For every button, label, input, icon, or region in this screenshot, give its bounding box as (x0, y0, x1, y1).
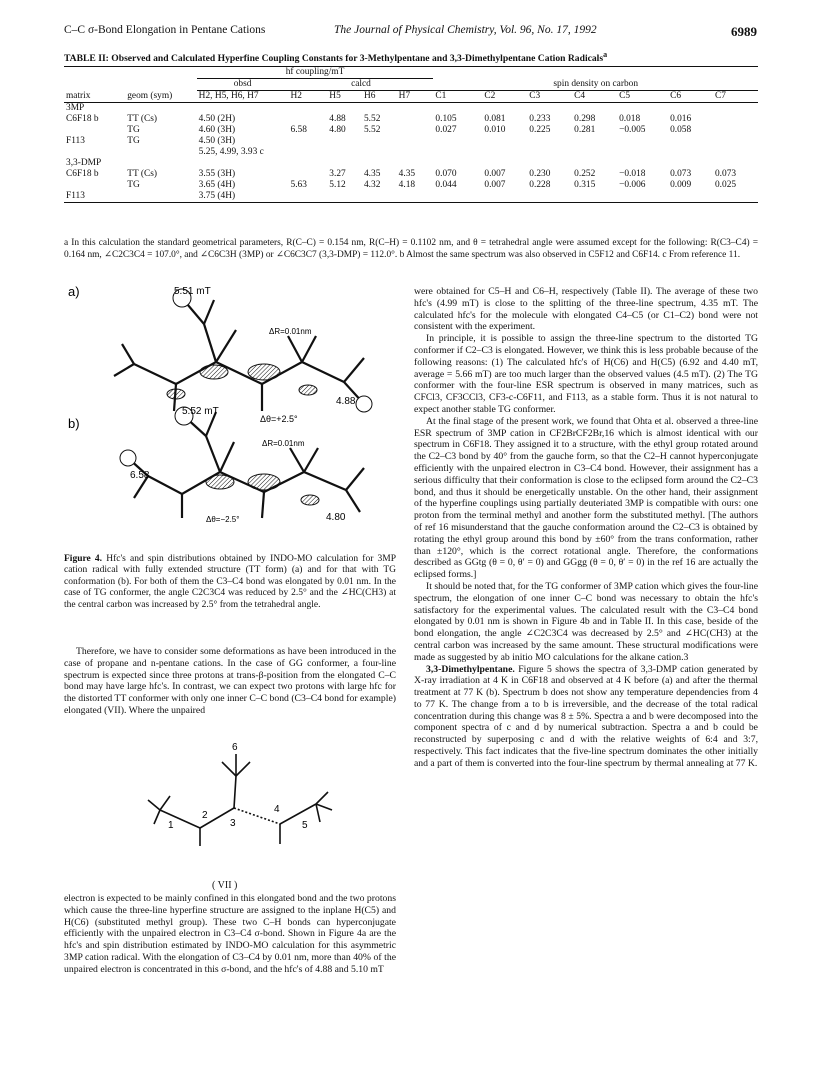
table-cell (362, 147, 397, 158)
table-cell: 3.65 (4H) (198, 180, 236, 190)
table-cell (289, 147, 328, 158)
table-cell (397, 136, 434, 147)
table-cell (617, 103, 668, 115)
table-cell: TG (127, 125, 140, 135)
table-cell: 0.058 (670, 125, 692, 135)
table-cell (433, 147, 482, 158)
table-cell: −0.018 (619, 169, 646, 179)
table-cell: 0.070 (435, 169, 457, 179)
header-left: C–C σ-Bond Elongation in Pentane Cations (64, 24, 266, 36)
table-cell: 0.010 (484, 125, 506, 135)
table-cell: 3.55 (3H) (198, 169, 236, 179)
table-cell: 5.25, 4.99, 3.93 c (198, 147, 264, 157)
table-cell (617, 158, 668, 169)
col-header: H2 (290, 91, 302, 101)
panel-a-label: a) (68, 286, 80, 299)
table-cell: 4.50 (3H) (198, 136, 236, 146)
table-cell (527, 103, 572, 115)
table-cell: 0.073 (714, 169, 737, 179)
table-cell (713, 147, 758, 158)
col-header: H5 (329, 91, 341, 101)
table-cell: TG (127, 136, 140, 146)
table-cell (289, 136, 328, 147)
table-cell (668, 158, 713, 169)
table-cell: C6F18 b (66, 169, 99, 179)
carbon-label: 5 (302, 820, 308, 831)
table-row (64, 125, 758, 136)
table-cell (197, 103, 289, 115)
page-number: 6989 (731, 24, 757, 39)
table-cell (713, 158, 758, 169)
right-column (414, 286, 758, 770)
carbon-label: 6 (232, 742, 238, 753)
table-cell (125, 191, 196, 203)
table-cell (64, 180, 125, 191)
figure-caption-text: Hfc's and spin distributions obtained by INDO-MO calculation for 3MP cation radical with fully extended structure (TT form) (a) and for that with TG conformation (b). For both of them the C3–C4 bond was elongated by 0.01 nm. In the case of TG conformer, the angle C2C3C4 was reduced by 2.5° and the ∠HC(CH3) at the central carbon was increased by 2.5° from the tetrahedral angle. (64, 554, 397, 610)
table-cell: 0.233 (529, 114, 551, 124)
body-paragraph-text: Figure 5 shows the spectra of 3,3-DMP cation generated by X-ray irradiation at 4 K in C6F18 and observed at 4 K before (a) and after the thermal treatment at 77 K (b). Spectrum b does not show any temperature dependencies from 4 to 77 K. The change from a to b is irreversible, and the decrease of the total radical concentration during this change was 8 ± 5%. Spectra a and b were decomposed into the component spectra of c and d by numerical subtraction. Spectra a and b could be reconstructed by superposing c and d with the relative weights of 6:4 and 3:7, respectively. This fact indicates that the five-line spectrum dominates the other initially and a part of them is converted into the four-line spectrum by thermal annealing at 77 K. (414, 663, 758, 769)
col-header: H6 (363, 91, 376, 101)
c-orbital-lobe (248, 364, 280, 380)
table-cell: 4.80 (329, 125, 346, 135)
table-cell (433, 158, 482, 169)
table-cell (64, 125, 125, 136)
table-cell: TT (Cs) (127, 114, 158, 124)
table-cell: 5.52 (363, 125, 381, 135)
table-cell (668, 147, 713, 158)
table-cell (197, 158, 289, 169)
table-cell (713, 114, 758, 125)
carbon-label: 1 (168, 820, 174, 831)
figure-4-drawing (64, 286, 394, 548)
table-cell: 3.27 (329, 169, 346, 179)
table-cell: 4.35 (363, 169, 381, 179)
section-run-in-heading: 3,3-Dimethylpentane. (426, 663, 515, 675)
chain-a (134, 362, 344, 384)
table-column-headers (64, 91, 758, 103)
table-cell: −0.006 (619, 180, 646, 190)
table-ii (64, 66, 758, 203)
table-row (64, 136, 758, 147)
table-cell: 0.081 (484, 114, 506, 124)
left-column-paragraph-1 (64, 646, 396, 717)
calcd-header: calcd (289, 79, 434, 91)
table-caption-mark: a (603, 50, 608, 59)
hf-coupling-header: hf coupling/mT (197, 67, 434, 79)
table-cell (327, 103, 362, 115)
table-cell (397, 114, 434, 125)
table-cell (713, 125, 758, 136)
table-cell: TT (Cs) (127, 169, 158, 179)
table-cell (362, 158, 397, 169)
table-cell (713, 136, 758, 147)
table-cell: 5.63 (290, 180, 307, 190)
table-cell (433, 103, 482, 115)
table-cell (713, 103, 758, 115)
table-cell (125, 103, 196, 115)
col-header: C7 (714, 91, 726, 101)
table-row (64, 180, 758, 191)
table-cell (289, 191, 328, 203)
table-cell (289, 158, 328, 169)
table-cell (289, 103, 328, 115)
h-orbital-lobe (356, 396, 372, 412)
journal-citation: The Journal of Physical Chemistry, Vol. 96, No. 17, 1992 (334, 24, 597, 36)
c-orbital-lobe (301, 495, 319, 505)
col-header: C1 (435, 91, 447, 101)
body-paragraph: Therefore, we have to consider some deformations as have been introduced in the case of propane and n-pentane cations. In the case of GG conformer, a four-line spectrum is expected since three protons at trans-β-position from the elongated C–C bond may have large hfc's. In contrast, we can expect two protons with large hfc for the distorted TT conformer with only one inner C–C bond (C3–C4 bond for example) elongated (VII). Where the unpaired (64, 646, 396, 716)
col-header: geom (sym) (127, 90, 173, 101)
table-cell (327, 191, 362, 203)
structure-vii-drawing (140, 740, 340, 860)
chain-b (148, 472, 346, 494)
a-delta-r: ΔR=0.01nm (269, 327, 312, 336)
table-cell: 4.32 (363, 180, 381, 190)
c-orbital-lobe (206, 475, 234, 489)
col-header: C5 (619, 91, 631, 101)
table-cell (64, 147, 125, 158)
table-cell (289, 114, 328, 125)
table-cell (397, 103, 434, 115)
table-cell: 0.281 (574, 125, 596, 135)
col-header: matrix (66, 90, 91, 101)
table-cell (327, 158, 362, 169)
table-cell (433, 136, 482, 147)
table-row (64, 169, 758, 180)
table-cell: 0.298 (574, 114, 596, 124)
body-paragraph: were obtained for C5–H and C6–H, respectively (Table II). The average of these two hfc's (4.99 mT) is close to the splitting of the three-line spectrum, 4.35 mT. The calculated hfc's for the molecule with elongated C4–C5 (or C1–C2) bond were not consistent with the experiment. (414, 286, 758, 333)
table-row (64, 191, 758, 203)
body-paragraph-3-3-dmp (414, 664, 758, 770)
table-caption (64, 50, 764, 64)
c-orbital-lobe (200, 365, 228, 379)
table-cell (713, 191, 758, 203)
table-cell (397, 158, 434, 169)
col-header: C2 (484, 91, 496, 101)
table-cell: 5.12 (329, 180, 346, 190)
table-cell: 4.18 (398, 180, 416, 190)
col-header: C6 (670, 91, 682, 101)
spin-density-header: spin density on carbon (433, 79, 758, 91)
col-header: H2, H5, H6, H7 (198, 91, 259, 101)
table-cell: TG (127, 180, 140, 190)
table-cell: 3.75 (4H) (198, 191, 236, 201)
figure-4 (64, 286, 394, 548)
obsd-header: obsd (197, 79, 289, 91)
table-cell (617, 136, 668, 147)
table-row (64, 158, 758, 169)
body-paragraph: In principle, it is possible to assign the three-line spectrum to the distorted TG conformer if C2–C3 is elongated. However, we think this is less probable because of the following reasons: (1) The calculated hfc's of H(C6) and H(C5) (6.92 and 4.40 mT, average = 5.66 mT) are too much larger than the observed values (4.5 mT). (2) The TG conformer with the four-line ESR spectrum is observed in many matrices, such as CFCl3, CF3CCl3, CF3-c-C6F11, and F113, as a stable form. Thus it is not natural to expect another stable TG conformer. (414, 333, 758, 415)
table-cell (668, 136, 713, 147)
table-cell (572, 136, 617, 147)
body-paragraph: electron is expected to be mainly confined in this elongated bond and the two protons which cause the three-line hyperfine structure are assigned to the inplane H(C5) and H(C6) (substituted methyl group). These two C–H bonds can hyperconjugate efficiently with the unpaired electron in C3–C4 σ-bond. Shown in Figure 4a are the hfc's and spin distribution estimated by INDO-MO calculation for this asymmetric 3MP cation radical. With the elongation of C3–C4 by 0.01 nm, more than 40% of the unpaired electron is concentrated in this σ-bond, and the hfc's of 4.88 and 5.10 mT (64, 893, 396, 975)
b-right-hfc: 4.80 (326, 512, 346, 523)
body-paragraph: It should be noted that, for the TG conformer of 3MP cation which gives the four-line spectrum, the elongation of one inner C–C bond was necessary to obtain the hfc's satisfactory for the experimental values. The calculated result with the C3–C4 bond elongated by 0.01 nm is shown in Figure 4b and in Table II. In this case, beside of the bond elongation, the angle ∠C2C3C4 was decreased by 2.5° and ∠HC(CH3) at the central carbon was increased by the same amount. These structural modifications were made as suggested by ab initio MO calculations for the alkane cation.3 (414, 580, 758, 663)
table-cell (617, 191, 668, 203)
figure-4-caption (64, 554, 396, 611)
table-cell (482, 147, 527, 158)
table-row (64, 114, 758, 125)
c-orbital-lobe (167, 389, 185, 399)
table-cell: 4.35 (398, 169, 416, 179)
table-cell (527, 136, 572, 147)
table-cell (572, 103, 617, 115)
table-cell: 4.88 (329, 114, 346, 124)
table-cell (125, 147, 196, 158)
table-cell (362, 191, 397, 203)
table-cell: 0.228 (529, 180, 551, 190)
table-cell: 0.018 (619, 114, 641, 124)
table-cell (433, 191, 482, 203)
b-delta-r: ΔR=0.01nm (262, 439, 305, 448)
table-cell (527, 158, 572, 169)
b-delta-theta2: Δθ=−2.5° (206, 515, 240, 524)
table-cell (572, 158, 617, 169)
table-cell (668, 103, 713, 115)
table-footnote: a In this calculation the standard geometrical parameters, R(C–C) = 0.154 nm, R(C–H) = 0.1102 nm, and θ = tetrahedral angle were assumed except for the following: R(C3–C4) = 0.164 nm, ∠C2C3C4 = 107.0°, and ∠C6C3H (3MP) or ∠C6C3C7 (3,3-DMP) = 112.0°. b Almost the same spectrum was also observed in C5F12 and C6F14. c From reference 11. (64, 238, 758, 260)
c-orbital-lobe (299, 385, 317, 395)
col-header: H7 (398, 91, 411, 101)
table-cell (482, 191, 527, 203)
structure-vii (140, 740, 340, 860)
running-header (64, 24, 757, 42)
structure-vii-label: ( VII ) (212, 880, 238, 891)
table-cell (397, 191, 434, 203)
table-cell (125, 158, 196, 169)
carbon-label: 3 (230, 818, 236, 829)
table-cell (482, 103, 527, 115)
table-cell: 0.225 (529, 125, 551, 135)
carbon-label: 4 (274, 804, 280, 815)
table-cell (327, 147, 362, 158)
table-cell: 5.52 (363, 114, 381, 124)
table-cell: 0.230 (529, 169, 551, 179)
table-row (64, 147, 758, 158)
table-cell: 6.58 (290, 125, 307, 135)
a-right-hfc: 4.88 (336, 396, 356, 407)
table-row (64, 103, 758, 115)
table-cell: 0.007 (484, 180, 506, 190)
table-cell (362, 136, 397, 147)
a-top-hfc: 5.51 mT (174, 286, 211, 297)
table-cell: 0.025 (714, 180, 737, 190)
b-delta-theta: Δθ=+2.5° (260, 414, 298, 424)
table-cell (289, 169, 328, 180)
carbon-label: 2 (202, 810, 208, 821)
table-cell: 0.016 (670, 114, 692, 124)
table-cell: 4.60 (3H) (198, 125, 236, 135)
col-header: C3 (529, 91, 541, 101)
b-top-hfc: 5.52 mT (182, 406, 219, 417)
table-cell (362, 103, 397, 115)
b-left-hfc: 6.58 (130, 470, 150, 481)
table-cell (327, 136, 362, 147)
table-cell: 0.044 (435, 180, 457, 190)
table-cell: 3,3-DMP (66, 158, 102, 168)
table-cell: 0.073 (670, 169, 692, 179)
table-cell (397, 147, 434, 158)
c-orbital-lobe (248, 474, 280, 490)
table-cell: 0.252 (574, 169, 596, 179)
table-caption-text: TABLE II: Observed and Calculated Hyperfine Coupling Constants for 3-Methylpentane and 3,3-Dimethylpentane Cation Radicals (64, 53, 604, 65)
table-cell: F113 (66, 191, 85, 201)
col-header: C4 (574, 91, 586, 101)
body-paragraph: At the final stage of the present work, we found that Ohta et al. observed a three-line ESR spectrum of 3MP cation in CF2BrCF2Br,16 which is almost identical with our spectrum in C6F18. They assigned it to a structure, with the ethyl group rotated around the C2–C3 bond by 40° from the gauche form, so that the C2–H cannot hyperconjugate efficiently with the unpaired electron in C3–C4 bond. However, their assignment has a serious difficulty that their conformation is close to the eclipsed form around the C2–C3 bond, and thus it should be energetically unstable. On the other hand, their assignment of the hyperfine couplings using partially deuteriated 3MP is compatible with ours: one proton from the terminal methyl and another form the substituted methyl. [The authors of ref 16 misunderstand that the gauche conformation around the C2–C3 is obtained by rotating the ethyl group around this bond by ±60° from the trans conformation, rather than ±120°, which is the correct rotational angle. Therefore, the conformations described as GGtg (θ = 0, θ′ = 0) and GGgg (θ = 0, θ′ = 0) in the ref 16 are actually the eclipsed forms.] (414, 415, 758, 581)
table-cell (572, 191, 617, 203)
table-cell: 0.315 (574, 180, 596, 190)
table-cell: 0.027 (435, 125, 457, 135)
table-cell (482, 158, 527, 169)
h-orbital-lobe (120, 450, 136, 466)
table-cell (397, 125, 434, 136)
table-cell (668, 191, 713, 203)
table-cell: −0.005 (619, 125, 646, 135)
table-cell: 0.009 (670, 180, 692, 190)
panel-b-label: b) (68, 416, 80, 431)
table-cell (617, 147, 668, 158)
table-cell: C6F18 b (66, 114, 99, 124)
table-cell (527, 191, 572, 203)
left-column-paragraph-2 (64, 893, 396, 976)
table-cell (572, 147, 617, 158)
table-cell: 0.105 (435, 114, 457, 124)
table-cell (482, 136, 527, 147)
table-cell: F113 (66, 136, 85, 146)
table-cell: 3MP (66, 103, 85, 113)
table-cell (527, 147, 572, 158)
figure-caption-head: Figure 4. (64, 554, 103, 564)
table-cell: 0.007 (484, 169, 506, 179)
table-cell: 4.50 (2H) (198, 114, 236, 124)
